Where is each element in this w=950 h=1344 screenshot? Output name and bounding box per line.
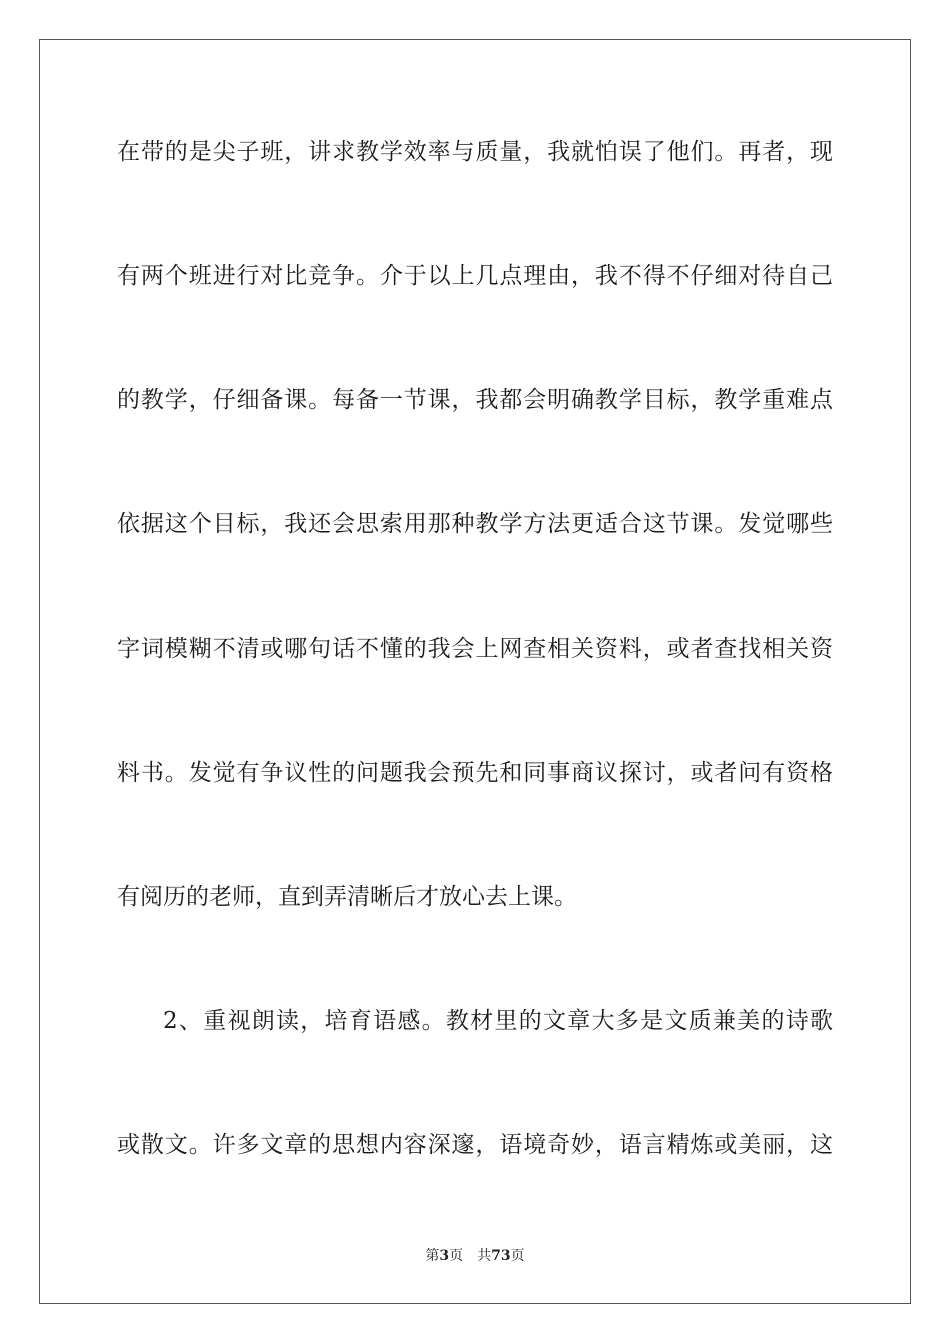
- body-line-5: 字词模糊不清或哪句话不懂的我会上网查相关资料，或者查找相关资: [117, 636, 833, 662]
- total-page-count: 73: [491, 1248, 511, 1264]
- body-line-1: 在带的是尖子班，讲求教学效率与质量，我就怕误了他们。再者，现: [117, 139, 833, 165]
- total-suffix: 页: [510, 1248, 525, 1264]
- paragraph-2-line-1: 2、重视朗读，培育语感。教材里的文章大多是文质兼美的诗歌: [163, 1008, 833, 1034]
- paragraph-2-line-2: 或散文。许多文章的思想内容深邃，语境奇妙，语言精炼或美丽，这: [117, 1132, 833, 1158]
- body-line-7: 有阅历的老师，直到弄清晰后才放心去上课。: [117, 884, 577, 910]
- body-line-4: 依据这个目标，我还会思索用那种教学方法更适合这节课。发觉哪些: [117, 511, 833, 537]
- total-prefix: 共: [477, 1248, 492, 1264]
- body-line-6: 料书。发觉有争议性的问题我会预先和同事商议探讨，或者问有资格: [117, 760, 833, 786]
- current-page-number: 3: [439, 1248, 450, 1264]
- page-frame: [39, 39, 911, 1304]
- body-line-2: 有两个班进行对比竞争。介于以上几点理由，我不得不仔细对待自己: [117, 263, 833, 289]
- body-line-3: 的教学，仔细备课。每备一节课，我都会明确教学目标，教学重难点: [117, 387, 833, 413]
- page-prefix: 第: [425, 1248, 440, 1264]
- page-footer: [0, 1247, 950, 1265]
- page-suffix: 页: [449, 1248, 464, 1264]
